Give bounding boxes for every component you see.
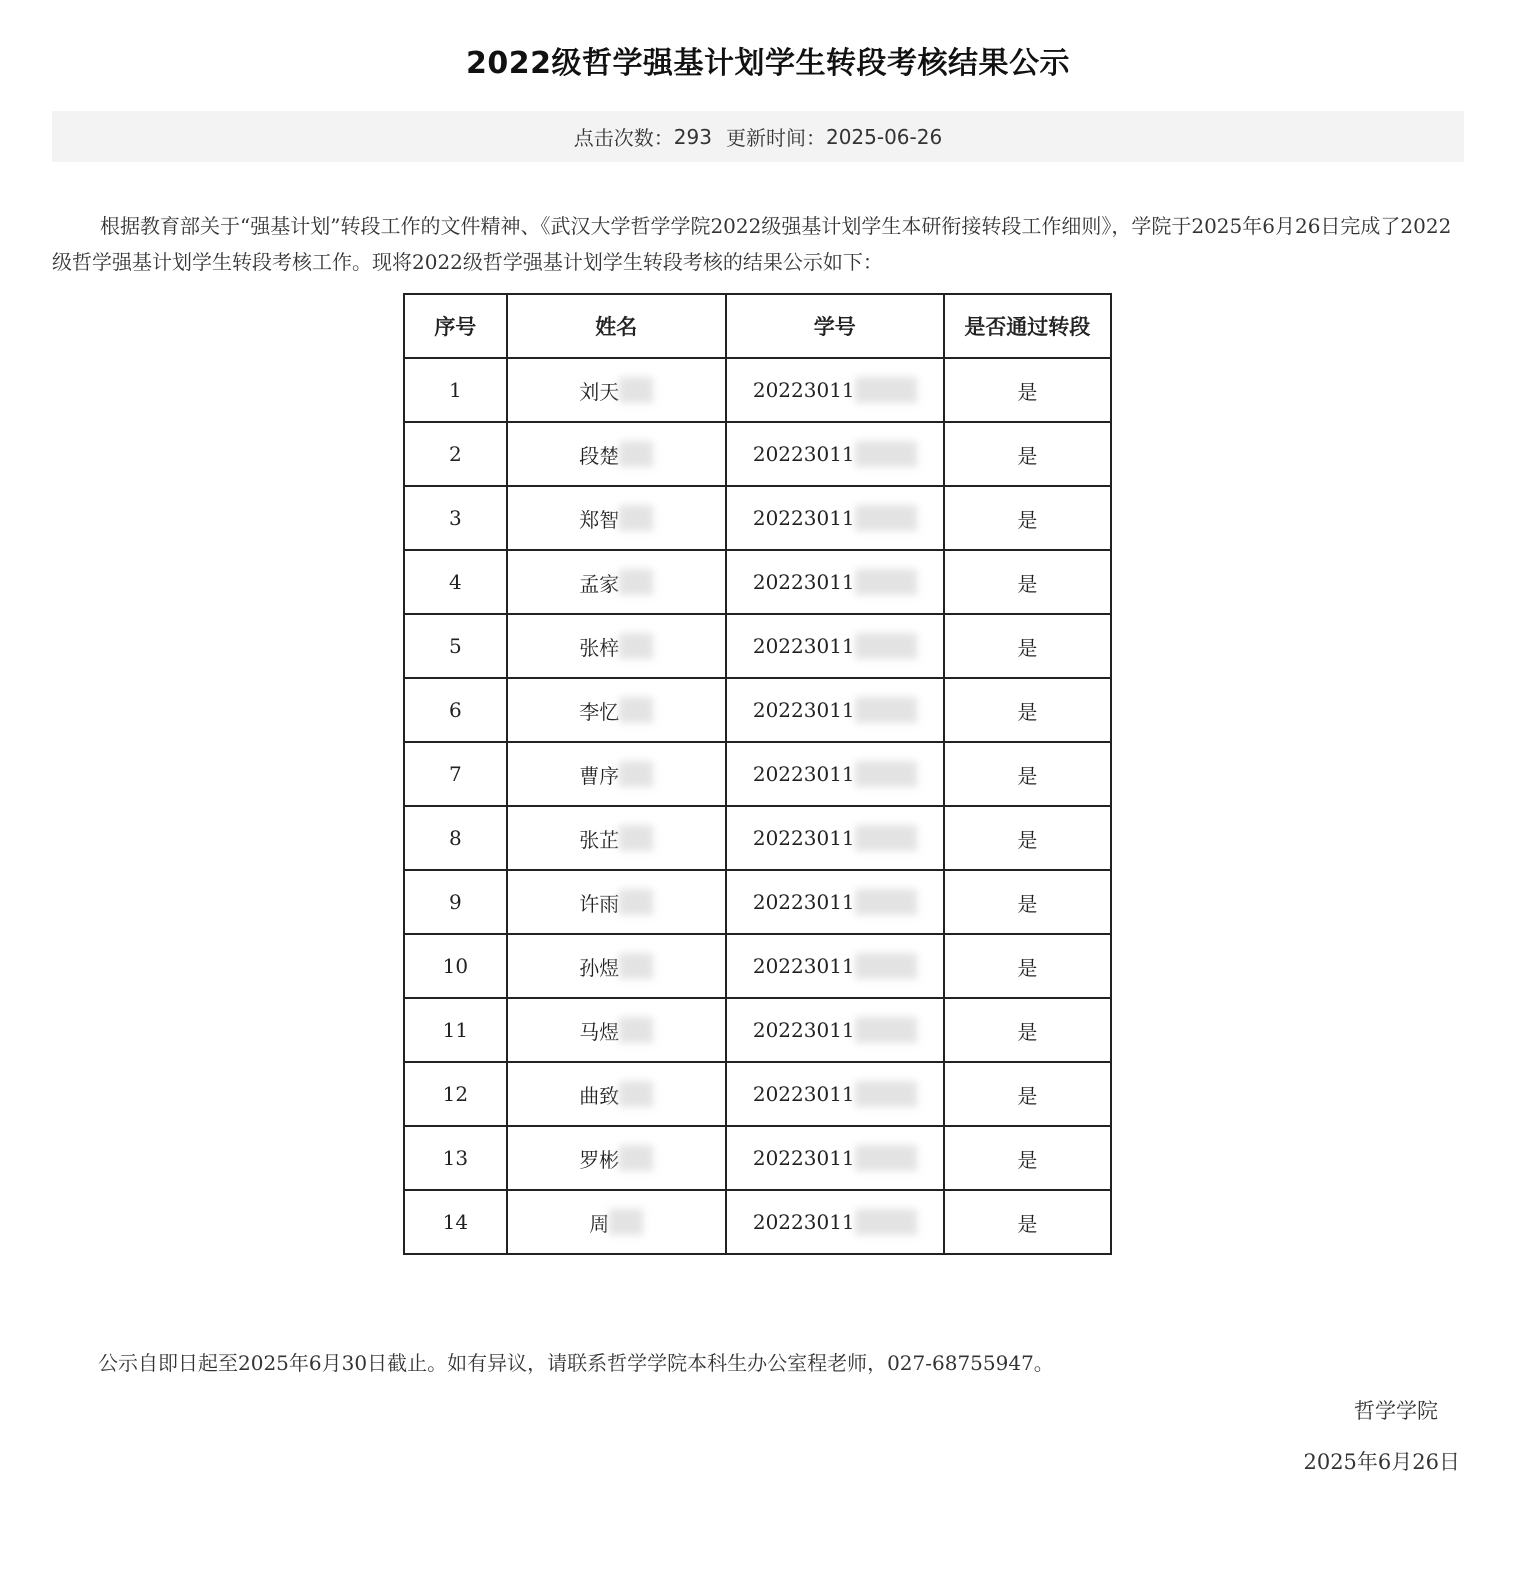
serial-cell: 12 [404, 1062, 507, 1126]
redaction-blur [855, 569, 917, 595]
redaction-blur [855, 1081, 917, 1107]
student-name-text: 曲致 [579, 1083, 620, 1108]
redaction-blur [619, 569, 653, 595]
student-id-content [753, 761, 917, 787]
name-cell [507, 550, 726, 614]
student-name-text: 张梓 [579, 635, 620, 660]
student-name-text: 孙煜 [579, 955, 620, 980]
passed-cell: 是 [944, 742, 1111, 806]
update-time-value: 2025-06-26 [825, 124, 943, 149]
student-id-content [753, 889, 917, 915]
redaction-blur [619, 1145, 653, 1171]
student-id-content [753, 825, 917, 851]
name-cell [507, 870, 726, 934]
student-id-text: 20223011 [752, 1210, 855, 1234]
passed-cell: 是 [944, 1190, 1111, 1254]
redaction-blur [619, 761, 653, 787]
student-id-cell [726, 614, 944, 678]
table-body [404, 358, 1111, 1254]
passed-cell: 是 [944, 422, 1111, 486]
table-row [404, 422, 1111, 486]
redaction-blur [619, 505, 653, 531]
name-cell [507, 358, 726, 422]
student-id-content [753, 1145, 917, 1171]
name-content [579, 760, 653, 789]
table-header-row [404, 294, 1111, 358]
passed-cell: 是 [944, 1062, 1111, 1126]
student-id-text: 20223011 [752, 1082, 855, 1106]
student-id-text: 20223011 [752, 634, 855, 658]
student-id-content [753, 1081, 917, 1107]
student-name-text: 马煜 [579, 1019, 620, 1044]
student-id-text: 20223011 [752, 506, 855, 530]
redaction-blur [855, 1145, 917, 1171]
passed-cell: 是 [944, 998, 1111, 1062]
serial-cell: 4 [404, 550, 507, 614]
name-content [579, 504, 653, 533]
student-id-text: 20223011 [752, 1018, 855, 1042]
student-name-text: 孟家 [579, 571, 620, 596]
redaction-blur [855, 1209, 917, 1235]
name-cell [507, 678, 726, 742]
click-count-value: 293 [673, 124, 712, 149]
signature-org: 哲学学院 [1354, 1399, 1438, 1423]
result-table [403, 293, 1112, 1255]
table-row [404, 1190, 1111, 1254]
table-row [404, 550, 1111, 614]
name-cell [507, 934, 726, 998]
passed-cell: 是 [944, 934, 1111, 998]
intro-paragraph: 根据教育部关于“强基计划”转段工作的文件精神、《武汉大学哲学学院2022级强基计划学生本研衔接转段工作细则》，学院于2025年6月26日完成了2022级哲学强基计划学生转段考核工作。现将2022级哲学强基计划学生转段考核的结果公示如下： [52, 214, 1452, 274]
student-id-text: 20223011 [752, 378, 855, 402]
passed-cell: 是 [944, 806, 1111, 870]
student-name-text: 曹序 [579, 763, 620, 788]
name-content [579, 376, 653, 405]
student-name-text: 许雨 [579, 891, 620, 916]
redaction-blur [855, 633, 917, 659]
student-id-cell [726, 806, 944, 870]
name-cell [507, 998, 726, 1062]
name-cell [507, 742, 726, 806]
student-name-text: 李忆 [579, 699, 620, 724]
serial-cell: 6 [404, 678, 507, 742]
name-cell [507, 614, 726, 678]
student-id-content [753, 633, 917, 659]
article-meta-bar [52, 111, 1464, 162]
student-id-cell [726, 1190, 944, 1254]
table-row [404, 678, 1111, 742]
table-row [404, 742, 1111, 806]
student-id-cell [726, 678, 944, 742]
student-id-content [753, 953, 917, 979]
header-serial: 序号 [404, 294, 507, 358]
redaction-blur [855, 697, 917, 723]
serial-cell: 14 [404, 1190, 507, 1254]
student-id-text: 20223011 [752, 954, 855, 978]
redaction-blur [619, 377, 653, 403]
redaction-blur [855, 1017, 917, 1043]
passed-cell: 是 [944, 614, 1111, 678]
student-id-cell [726, 422, 944, 486]
passed-cell: 是 [944, 678, 1111, 742]
table-row [404, 806, 1111, 870]
student-id-text: 20223011 [752, 890, 855, 914]
student-id-cell [726, 742, 944, 806]
page-title: 2022级哲学强基计划学生转段考核结果公示 [466, 46, 1070, 81]
table-row [404, 998, 1111, 1062]
redaction-blur [609, 1209, 643, 1235]
serial-cell: 10 [404, 934, 507, 998]
redaction-blur [619, 889, 653, 915]
table-row [404, 1062, 1111, 1126]
redaction-blur [855, 505, 917, 531]
table-row [404, 934, 1111, 998]
student-id-content [753, 441, 917, 467]
name-content [579, 632, 653, 661]
passed-cell: 是 [944, 550, 1111, 614]
redaction-blur [619, 441, 653, 467]
name-content [589, 1208, 643, 1237]
name-cell [507, 1062, 726, 1126]
student-name-text: 罗彬 [579, 1147, 620, 1172]
table-row [404, 1126, 1111, 1190]
serial-cell: 7 [404, 742, 507, 806]
serial-cell: 11 [404, 998, 507, 1062]
redaction-blur [619, 825, 653, 851]
name-content [579, 568, 653, 597]
student-name-text: 周 [589, 1211, 610, 1236]
student-name-text: 段楚 [579, 443, 620, 468]
passed-cell: 是 [944, 486, 1111, 550]
name-content [579, 1016, 653, 1045]
redaction-blur [619, 697, 653, 723]
student-id-cell [726, 1062, 944, 1126]
name-cell [507, 1190, 726, 1254]
student-id-cell [726, 1126, 944, 1190]
update-time-label: 更新时间： [725, 126, 826, 150]
redaction-blur [619, 953, 653, 979]
redaction-blur [619, 633, 653, 659]
header-name: 姓名 [507, 294, 726, 358]
serial-cell: 13 [404, 1126, 507, 1190]
student-id-content [753, 505, 917, 531]
student-id-content [753, 569, 917, 595]
serial-cell: 1 [404, 358, 507, 422]
redaction-blur [855, 377, 917, 403]
student-id-text: 20223011 [752, 762, 855, 786]
passed-cell: 是 [944, 870, 1111, 934]
student-id-text: 20223011 [752, 570, 855, 594]
student-id-cell [726, 550, 944, 614]
student-id-content [753, 697, 917, 723]
student-id-content [753, 1017, 917, 1043]
student-id-text: 20223011 [752, 442, 855, 466]
name-content [579, 1080, 653, 1109]
name-content [579, 888, 653, 917]
student-id-cell [726, 998, 944, 1062]
name-content [579, 696, 653, 725]
signature-date: 2025年6月26日 [1303, 1450, 1460, 1474]
student-id-cell [726, 934, 944, 998]
student-id-content [753, 1209, 917, 1235]
name-cell [507, 422, 726, 486]
name-content [579, 1144, 653, 1173]
redaction-blur [855, 889, 917, 915]
header-passed: 是否通过转段 [944, 294, 1111, 358]
name-cell [507, 806, 726, 870]
table-row [404, 486, 1111, 550]
passed-cell: 是 [944, 358, 1111, 422]
redaction-blur [855, 761, 917, 787]
redaction-blur [619, 1017, 653, 1043]
student-id-text: 20223011 [752, 826, 855, 850]
passed-cell: 是 [944, 1126, 1111, 1190]
student-id-content [753, 377, 917, 403]
student-id-text: 20223011 [752, 698, 855, 722]
header-student-id: 学号 [726, 294, 944, 358]
redaction-blur [855, 953, 917, 979]
click-count-label: 点击次数： [573, 126, 674, 150]
redaction-blur [855, 825, 917, 851]
redaction-blur [619, 1081, 653, 1107]
name-cell [507, 1126, 726, 1190]
student-id-cell [726, 358, 944, 422]
serial-cell: 3 [404, 486, 507, 550]
student-name-text: 张芷 [579, 827, 620, 852]
footer-note: 公示自即日起至2025年6月30日截止。如有异议，请联系哲学学院本科生办公室程老师，027-68755947。 [98, 1351, 1054, 1375]
name-content [579, 952, 653, 981]
student-id-cell [726, 870, 944, 934]
name-content [579, 440, 653, 469]
name-content [579, 824, 653, 853]
serial-cell: 5 [404, 614, 507, 678]
serial-cell: 8 [404, 806, 507, 870]
student-name-text: 刘天 [579, 379, 620, 404]
serial-cell: 2 [404, 422, 507, 486]
student-name-text: 郑智 [579, 507, 620, 532]
table-row [404, 870, 1111, 934]
student-id-cell [726, 486, 944, 550]
table-row [404, 614, 1111, 678]
name-cell [507, 486, 726, 550]
redaction-blur [855, 441, 917, 467]
student-id-text: 20223011 [752, 1146, 855, 1170]
serial-cell: 9 [404, 870, 507, 934]
table-row [404, 358, 1111, 422]
